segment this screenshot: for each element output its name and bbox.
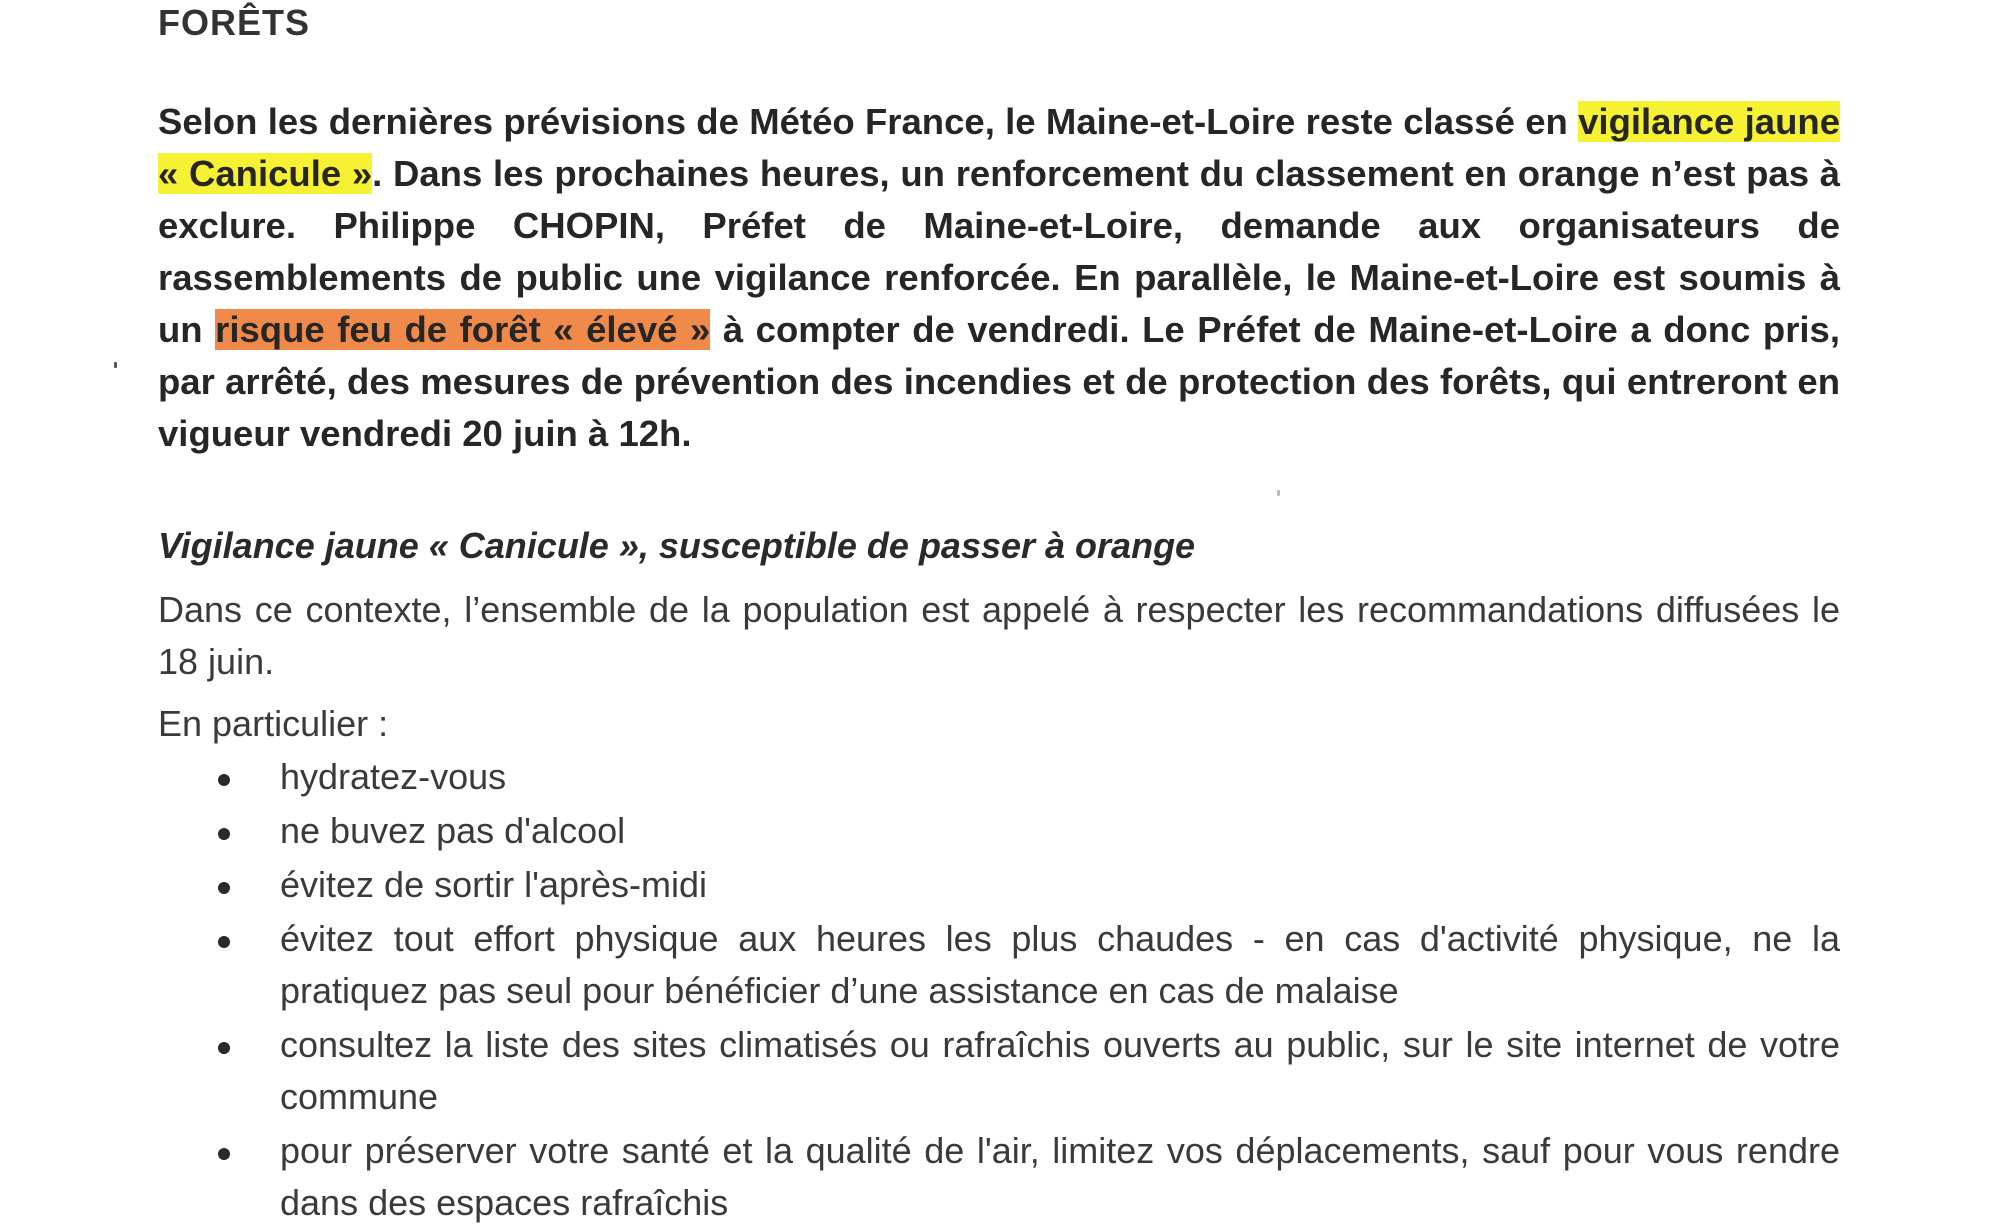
list-item: [158, 913, 1840, 1017]
highlight-vigilance-jaune: vigilance jaune « Canicule »: [158, 101, 1840, 194]
recommendations-list: [158, 751, 1840, 1231]
list-item-text: évitez de sortir l'après-midi: [280, 864, 708, 905]
list-item-text: pour préserver votre santé et la qualité de l'air, limitez vos déplacements, sauf pour vous rendre dans des espaces rafraîchis: [280, 1130, 1840, 1223]
bullet-icon: [218, 1148, 230, 1160]
list-lead: En particulier :: [158, 703, 389, 744]
list-item: [158, 1125, 1840, 1229]
list-item: [158, 859, 1840, 911]
bullet-icon: [218, 828, 230, 840]
highlight-risque-feu: risque feu de forêt « élevé »: [215, 309, 711, 350]
section-subtitle: Vigilance jaune « Canicule », susceptible de passer à orange: [158, 525, 1196, 566]
list-item-text: hydratez-vous: [280, 756, 507, 797]
list-item: [158, 805, 1840, 857]
bullet-icon: [218, 882, 230, 894]
bullet-icon: [218, 936, 230, 948]
intro-text: à compter de vendredi. Le Préfet de Maine-et-Loire a donc pris, par arrêté, des mesures de prévention des incendies et de protection des forêts, qui entreront en vigueur vendredi 20 juin à 12h.: [158, 309, 1840, 454]
list-item: [158, 1019, 1840, 1123]
bullet-icon: [218, 1042, 230, 1054]
intro-text: . Dans les prochaines heures, un renforcement du classement en orange n’est pas à exclure. Philippe CHOPIN, Préfet de Maine-et-Loire, demande aux organisateurs de rassemblements de public une vigilance renforcée. En parallèle, le Maine-et-Loire est soumis à un: [158, 153, 1841, 350]
intro-text: Selon les dernières prévisions de Météo France, le Maine-et-Loire reste classé en: [158, 101, 1579, 142]
list-item-text: consultez la liste des sites climatisés ou rafraîchis ouverts au public, sur le site internet de votre commune: [280, 1024, 1840, 1117]
list-item: [158, 751, 1840, 803]
intro-paragraph: [158, 96, 1840, 460]
context-paragraph: Dans ce contexte, l’ensemble de la population est appelé à respecter les recommandations diffusées le 18 juin.: [158, 589, 1840, 682]
scan-speck: [1277, 490, 1280, 496]
list-item-text: ne buvez pas d'alcool: [280, 810, 626, 851]
list-item-text: évitez tout effort physique aux heures les plus chaudes - en cas d'activité physique, ne la pratiquez pas seul pour bénéficier d’une assistance en cas de malaise: [280, 918, 1840, 1011]
scan-speck: [114, 362, 117, 368]
bullet-icon: [218, 774, 230, 786]
section-heading: FORÊTS: [158, 2, 311, 43]
